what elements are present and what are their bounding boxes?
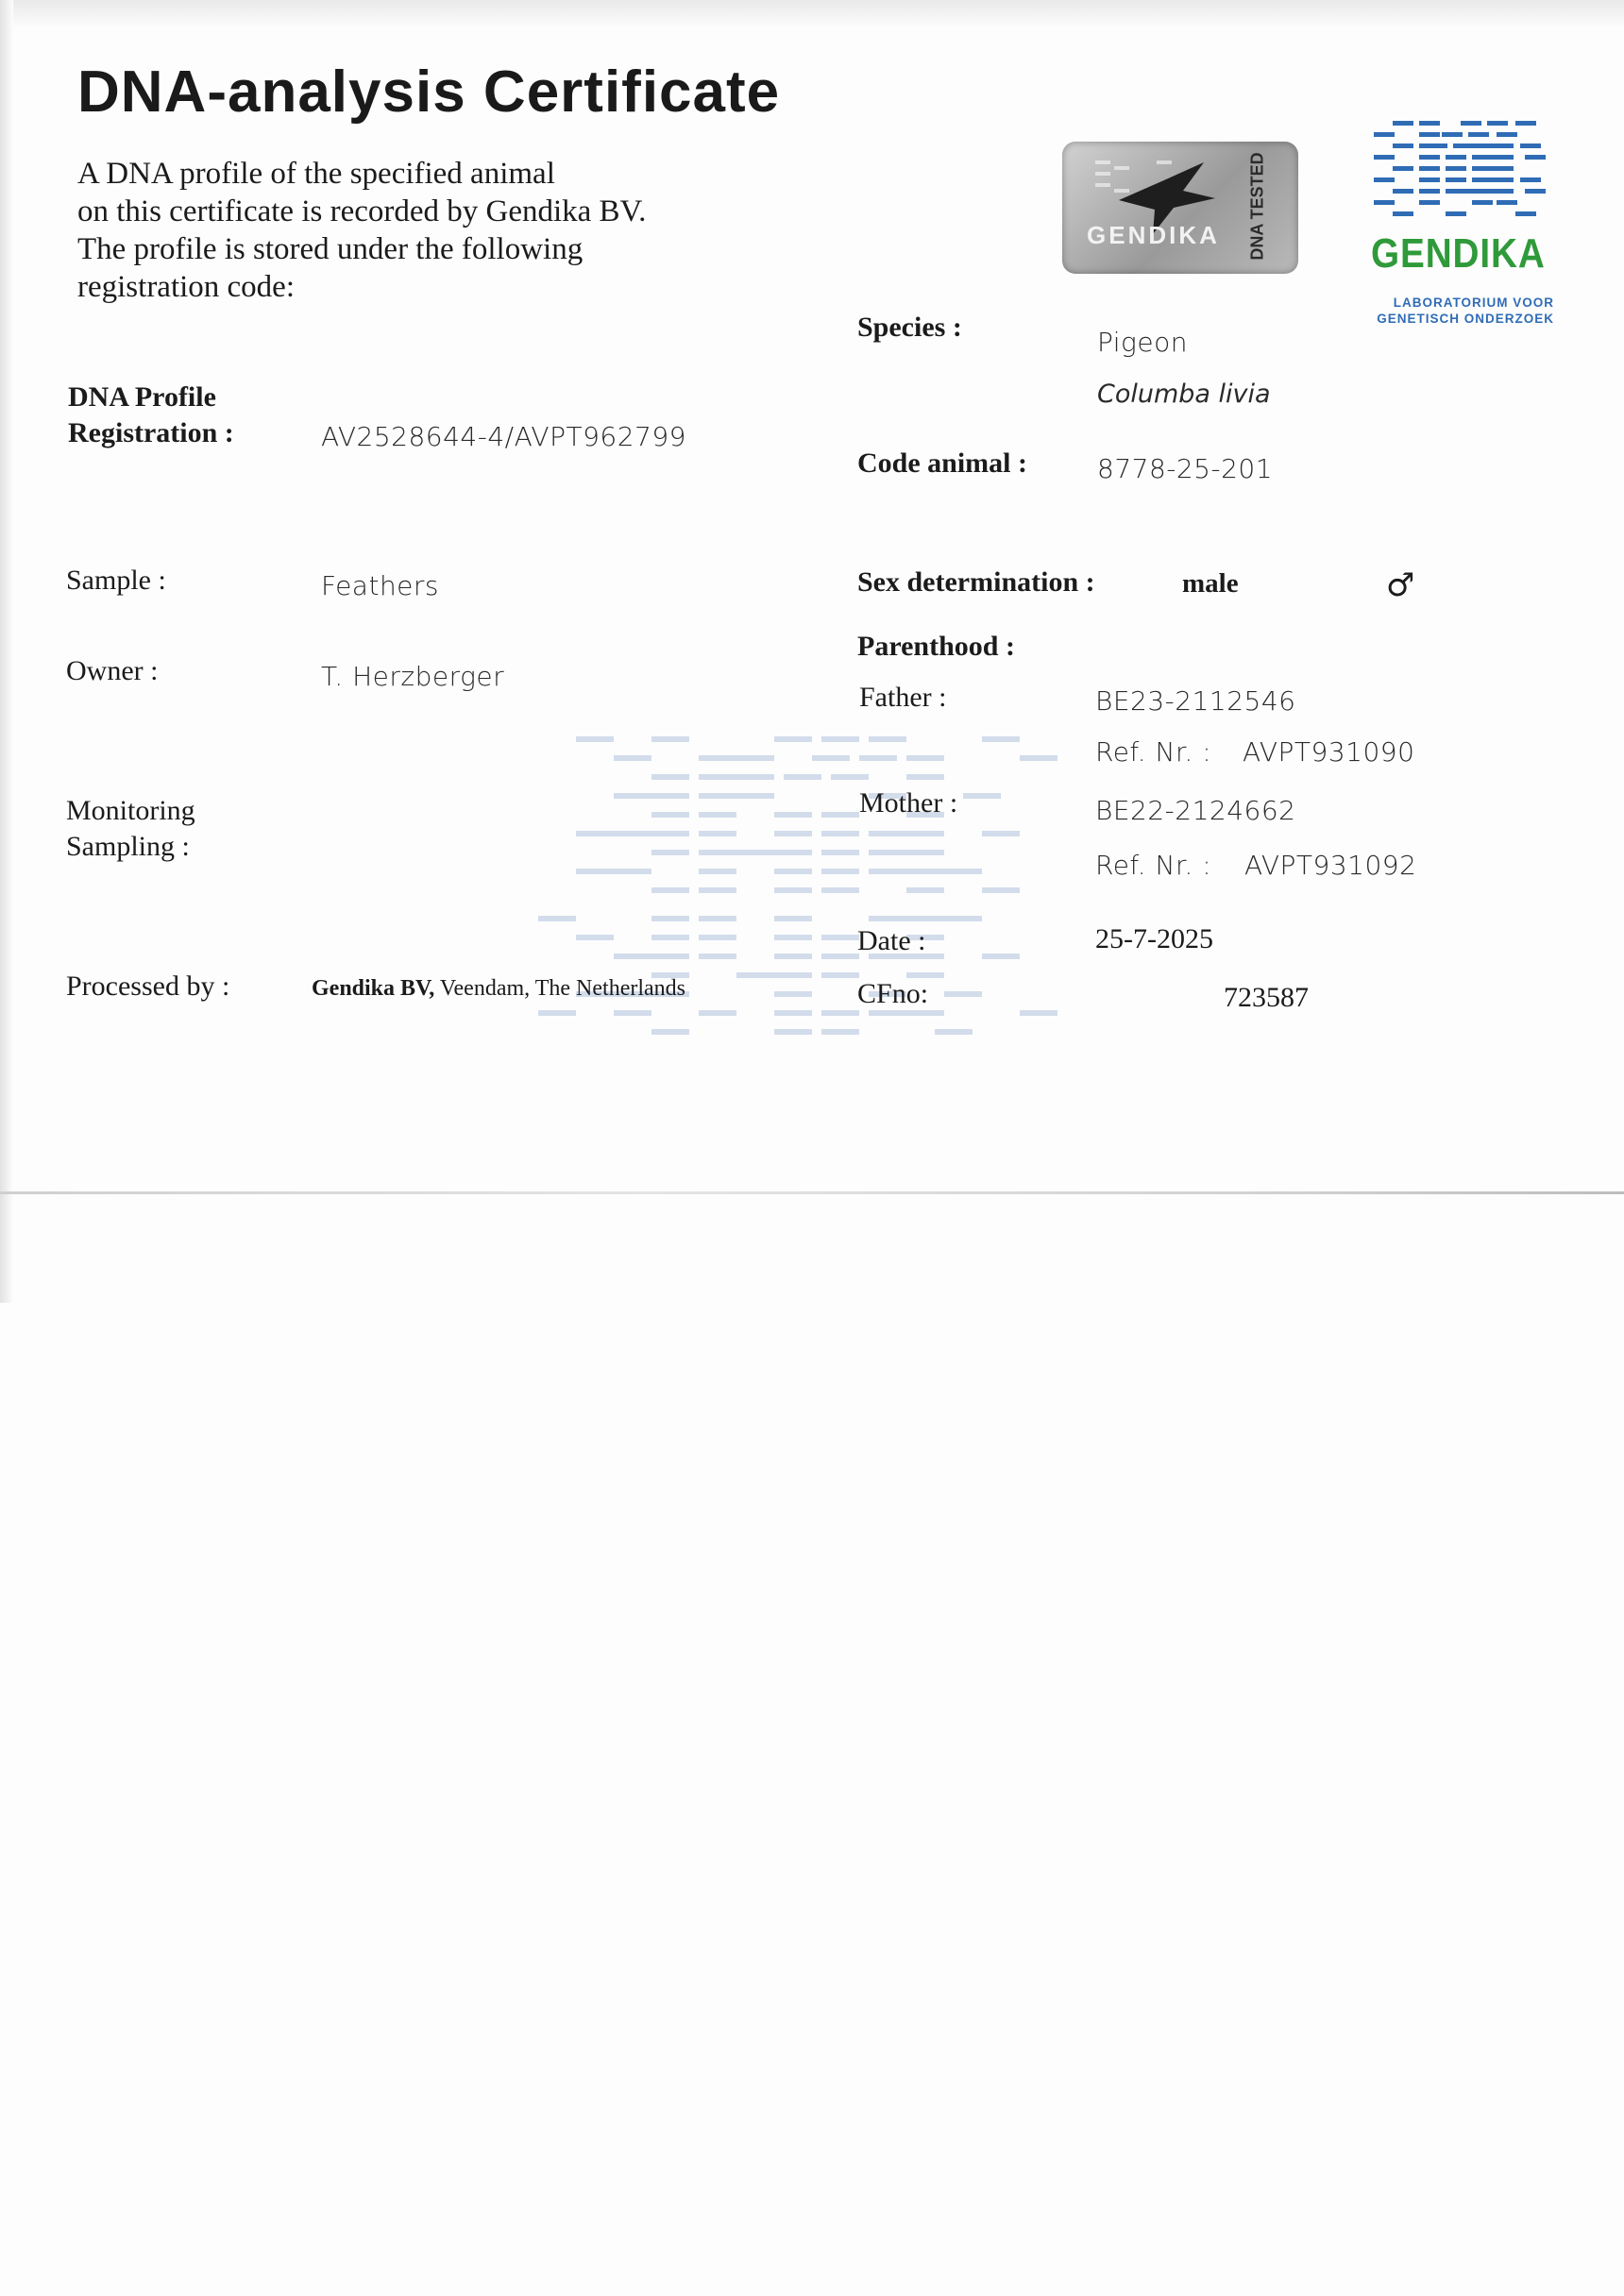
- mother-value: BE22-2124662: [1095, 795, 1296, 826]
- sticker-brand: GENDIKA: [1087, 221, 1220, 249]
- father-label: Father :: [859, 682, 947, 713]
- registration-label: [68, 380, 234, 451]
- father-value: BE23-2112546: [1095, 685, 1296, 717]
- scan-shadow-left: [0, 0, 13, 1303]
- sample-value: Feathers: [321, 570, 440, 601]
- owner-label: Owner :: [66, 655, 159, 686]
- processed-by-location: Veendam, The Netherlands: [439, 976, 685, 1001]
- intro-line: The profile is stored under the following: [77, 232, 584, 266]
- processed-by-label: Processed by :: [66, 971, 230, 1002]
- species-latin: Columba livia: [1097, 380, 1271, 409]
- certificate-intro: [77, 155, 738, 306]
- processed-by-value: [312, 976, 685, 1002]
- sex-label: Sex determination :: [857, 566, 1095, 598]
- cfno-label: CFno:: [857, 978, 929, 1009]
- dna-tested-sticker: [1062, 142, 1298, 274]
- registration-label-line: DNA Profile: [68, 381, 216, 413]
- code-animal-value: 8778-25-201: [1097, 453, 1274, 484]
- monitoring-label-line: Monitoring: [66, 795, 195, 826]
- processed-by-company: Gendika BV,: [312, 976, 435, 1001]
- cfno-value: 723587: [1224, 982, 1309, 1013]
- logo-subtitle: [1375, 295, 1554, 327]
- sticker-side-text: DNA TESTED: [1247, 152, 1267, 261]
- registration-label-line: Registration :: [68, 417, 234, 448]
- registration-code: AV2528644-4/AVPT962799: [321, 421, 686, 452]
- sample-label: Sample :: [66, 565, 166, 596]
- code-animal-label: Code animal :: [857, 447, 1027, 479]
- monitoring-label: [66, 793, 195, 865]
- intro-line: registration code:: [77, 270, 296, 304]
- intro-line: on this certificate is recorded by Gendika BV.: [77, 194, 647, 228]
- species-label: Species :: [857, 312, 962, 343]
- mother-label: Mother :: [859, 787, 958, 819]
- gendika-logo-icon: [1374, 113, 1553, 227]
- certificate-bottom-edge: [0, 1191, 1624, 1194]
- certificate-title: DNA-analysis Certificate: [77, 59, 781, 125]
- scan-shadow-top: [0, 0, 1624, 28]
- date-value: 25-7-2025: [1095, 923, 1213, 954]
- parenthood-label: Parenthood :: [857, 631, 1015, 662]
- date-label: Date :: [857, 925, 926, 956]
- logo-subtitle-line: GENETISCH ONDERZOEK: [1377, 312, 1554, 326]
- sex-value: male: [1182, 568, 1239, 599]
- intro-line: A DNA profile of the specified animal: [77, 157, 555, 191]
- male-symbol-icon: ♂: [1386, 566, 1415, 604]
- father-ref-value: AVPT931090: [1243, 736, 1415, 768]
- owner-value: T. Herzberger: [321, 661, 505, 692]
- mother-ref-value: AVPT931092: [1244, 850, 1417, 881]
- mother-ref-label: Ref. Nr. :: [1095, 850, 1212, 881]
- gendika-watermark: [529, 727, 1095, 1086]
- species-common: Pigeon: [1097, 327, 1188, 358]
- logo-wordmark: GENDIKA: [1371, 230, 1546, 277]
- logo-subtitle-line: LABORATORIUM VOOR: [1393, 295, 1554, 310]
- monitoring-label-line: Sampling :: [66, 831, 190, 862]
- father-ref-label: Ref. Nr. :: [1095, 736, 1212, 768]
